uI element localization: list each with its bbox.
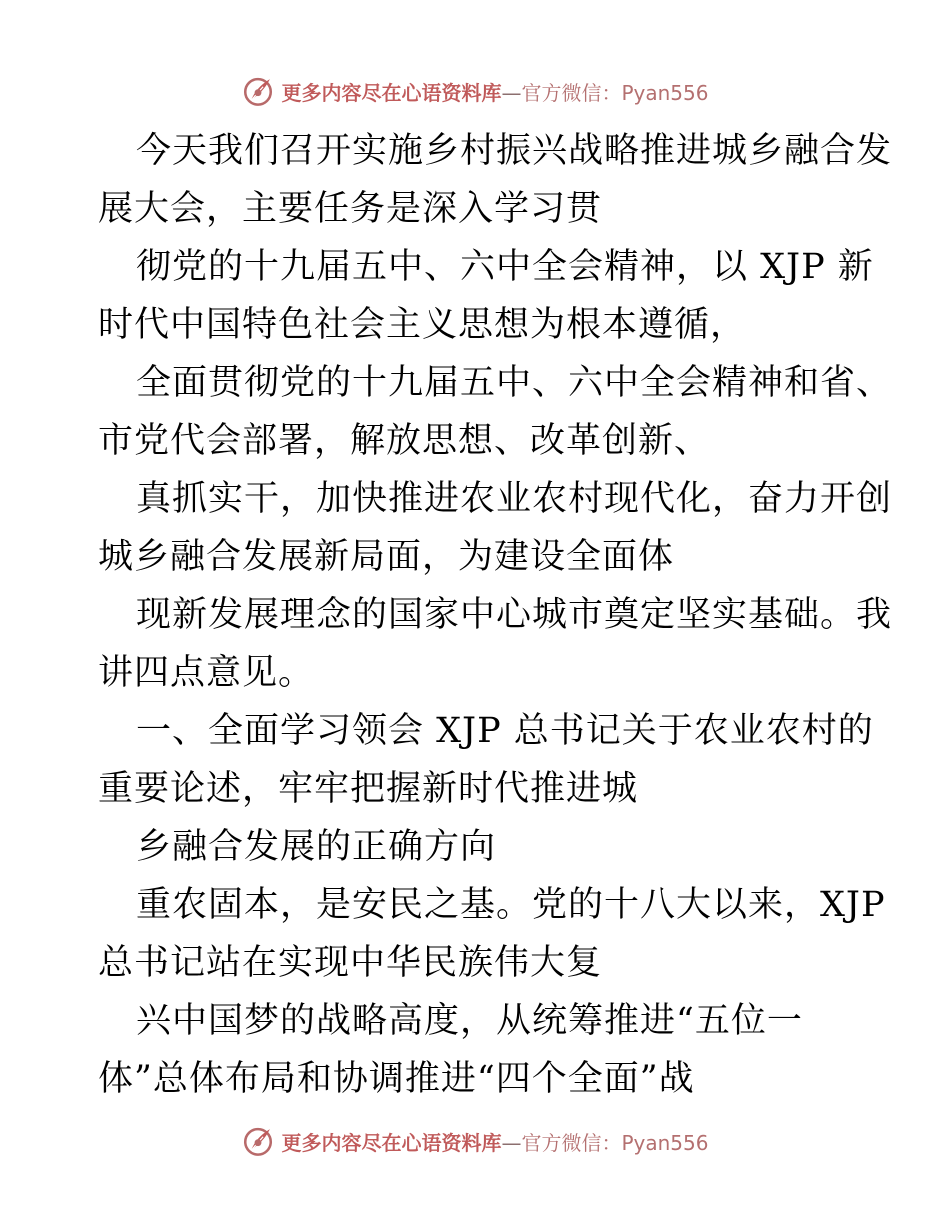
text-line: 真抓实干，加快推进农业农村现代化，奋力开创 [136,479,893,519]
watermark-site: 更多内容尽在心语资料库 [281,80,502,105]
text-line: 体”总体布局和协调推进“四个全面”战 [98,1059,695,1099]
text-line: 重农固本，是安民之基。党的十八大以来，XJP [136,885,886,925]
watermark-separator: — [501,80,522,105]
watermark-site: 更多内容尽在心语资料库 [281,1130,502,1155]
header-watermark [0,71,950,111]
text-line: 今天我们召开实施乡村振兴战略推进城乡融合发 [136,131,893,171]
text-line: 乡融合发展的正确方向 [136,827,497,867]
feather-quill-logo-icon [241,1124,275,1158]
watermark-text [281,77,708,106]
watermark-group [241,1124,708,1158]
footer-watermark [0,1121,950,1161]
feather-quill-logo-icon [241,74,275,108]
text-line: 城乡融合发展新局面，为建设全面体 [98,537,675,577]
watermark-text [281,1127,708,1156]
text-line: 展大会，主要任务是深入学习贯 [98,189,603,229]
watermark-group [241,74,708,108]
text-line: 重要论述，牢牢把握新时代推进城 [98,769,639,809]
text-line: 兴中国梦的战略高度，从统筹推进“五位一 [136,1001,803,1041]
text-line: 市党代会部署，解放思想、改革创新、 [98,421,711,461]
text-line: 讲四点意见。 [98,653,315,693]
text-line: 总书记站在实现中华民族伟大复 [98,943,603,983]
watermark-account: 官方微信：Pyan556 [521,1130,709,1155]
document-body [98,122,893,1108]
text-line: 现新发展理念的国家中心城市奠定坚实基础。我 [136,595,893,635]
text-line: 一、全面学习领会 XJP 总书记关于农业农村的 [136,711,874,751]
watermark-account: 官方微信：Pyan556 [521,80,709,105]
watermark-separator: — [501,1130,522,1155]
text-line: 全面贯彻党的十九届五中、六中全会精神和省、 [136,363,893,403]
text-line: 时代中国特色社会主义思想为根本遵循， [98,305,747,345]
text-line: 彻党的十九届五中、六中全会精神，以 XJP 新 [136,247,874,287]
